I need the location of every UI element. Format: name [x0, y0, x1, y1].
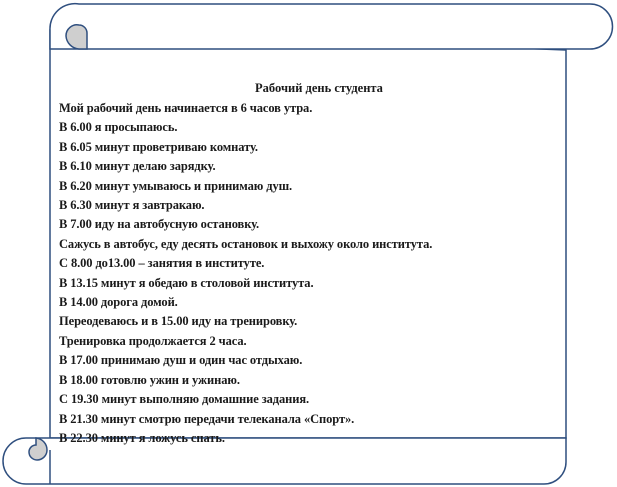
text-line: В 17.00 принимаю душ и один час отдыхаю.: [59, 353, 303, 368]
text-line: В 6.20 минут умываюсь и принимаю душ.: [59, 178, 293, 193]
text-line: С 8.00 до13.00 – занятия в институте.: [59, 256, 265, 271]
document-title: Рабочий день студента: [255, 81, 383, 95]
text-line: В 6.10 минут делаю зарядку.: [59, 159, 216, 174]
text-line: Мой рабочий день начинается в 6 часов утра.: [59, 101, 313, 115]
text-line: Сажусь в автобус, еду десять остановок и выхожу около института.: [59, 236, 433, 251]
text-line: Тренировка продолжается 2 часа.: [59, 333, 247, 348]
text-line: В 14.00 дорога домой.: [59, 295, 178, 310]
text-line: В 18.00 готовлю ужин и ужинаю.: [59, 372, 240, 387]
text-line: В 22.30 минут я ложусь спать.: [59, 430, 225, 445]
text-line: В 6.30 минут я завтракаю.: [59, 198, 205, 213]
document-lines: [59, 99, 539, 448]
scroll-top-roll: [50, 4, 613, 49]
text-line: В 6.05 минут проветриваю комнату.: [59, 139, 258, 154]
text-line: В 6.00 я просыпаюсь.: [59, 120, 178, 135]
document-text: [59, 80, 539, 448]
text-line: Переодеваюсь и в 15.00 иду на тренировку.: [59, 314, 298, 329]
text-line: С 19.30 минут выполняю домашние задания.: [59, 392, 310, 407]
text-line: В 21.30 минут смотрю передачи телеканала «Спорт».: [59, 411, 355, 426]
text-line: В 7.00 иду на автобусную остановку.: [59, 217, 260, 232]
text-line: В 13.15 минут я обедаю в столовой института.: [59, 275, 314, 290]
